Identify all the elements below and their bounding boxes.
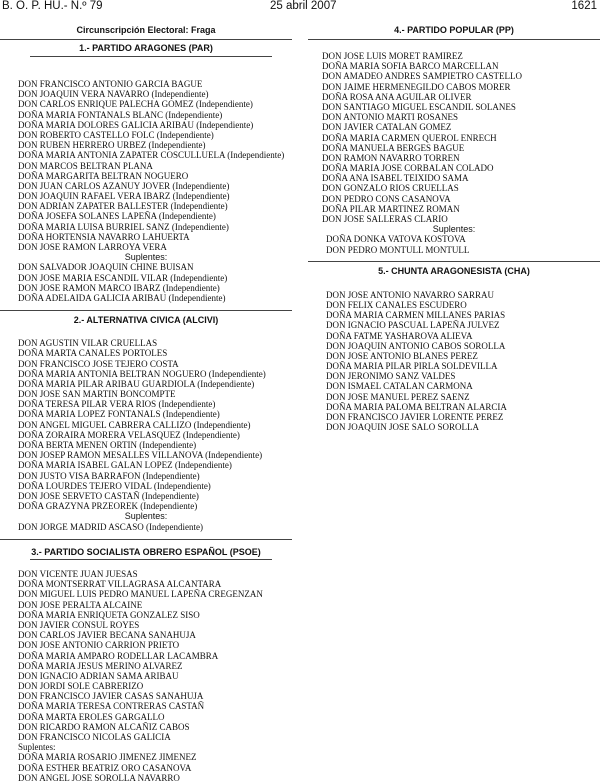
candidate-name: DOÑA GRAZYNA PRZEOREK (Independiente)	[18, 501, 198, 512]
candidate-name: DON JOSE MANUEL PEREZ SAENZ	[326, 391, 470, 402]
candidate-name: DON JOSE ANTONIO CARRION PRIETO	[18, 640, 180, 651]
candidate-name: DOÑA FATME YASHAROVA ALIEVA	[326, 330, 473, 341]
candidate-name: DOÑA BERTA MENEN ORTIN (Independiente)	[18, 440, 197, 450]
candidate-name: DOÑA ROSA ANA AGUILAR OLIVER	[322, 91, 472, 102]
candidate-name: DOÑA ADELAIDA GALICIA ARIBAU (Independiente)	[18, 292, 226, 303]
candidate-name: DON ADRIAN ZAPATER BALLESTER (Independiente)	[18, 201, 228, 212]
candidate-name: DOÑA LOURDES TEJERO VIDAL (Independiente)	[18, 480, 211, 491]
candidate-name: DON JUAN CARLOS AZANUY JOVER (Independiente)	[18, 180, 230, 191]
candidate-name: DON SALVADOR JOAQUIN CHINE BUISAN	[18, 262, 194, 273]
candidate-name: DON JAVIER CONSUL ROYES	[18, 619, 140, 630]
candidate-name: DOÑA MARIA ISABEL GALAN LOPEZ (Independiente)	[18, 460, 232, 471]
candidate-name: DOÑA MARIA TERESA CONTRERAS CASTAÑ	[18, 701, 205, 712]
candidate-name: DON JERONIMO SANZ VALDES	[326, 371, 456, 382]
suplentes-list-par	[0, 262, 292, 303]
divider	[0, 39, 292, 40]
candidate-name: DON JOAQUIN VERA NAVARRO (Independiente)	[18, 89, 209, 100]
candidate-list-alcivi	[0, 338, 292, 511]
candidate-name: DON FRANCISCO JOSE TEJERO COSTA	[18, 358, 179, 369]
candidate-name: DON AMADEO ANDRES SAMPIETRO CASTELLO	[322, 71, 523, 82]
candidate-name: DON CARLOS ENRIQUE PALECHA GOMEZ (Independiente)	[18, 99, 253, 110]
candidate-name: DON IGNACIO PASCUAL LAPEÑA JULVEZ	[326, 320, 500, 331]
candidate-name: DON FRANCISCO JAVIER CASAS SANAHUJA	[18, 691, 204, 702]
candidate-name: DON PEDRO MONTULL MONTULL	[326, 244, 470, 255]
header-date: 25 abril 2007	[270, 0, 337, 12]
candidate-name: DON MARCOS BELTRAN PLANA	[18, 160, 153, 171]
candidate-name: DON FELIX CANALES ESCUDERO	[326, 299, 467, 310]
suplentes-list-pp	[308, 234, 600, 254]
candidate-name: DON GONZALO RIOS CRUELLAS	[322, 183, 459, 194]
candidate-list-cha	[308, 290, 600, 433]
candidate-list-psoe	[0, 569, 292, 742]
section-title-pp: 4.- PARTIDO POPULAR (PP)	[394, 25, 514, 35]
candidate-name: DON JOSE ANTONIO NAVARRO SARRAU	[326, 289, 495, 300]
candidate-name: DOÑA MARIA DOLORES GALICIA ARIBAU (Independiente)	[18, 119, 254, 130]
candidate-name: DON JOSE ANTONIO BLANES PEREZ	[326, 350, 478, 361]
candidate-name: DON IGNACIO ADRIAN SAMA ARIBAU	[18, 670, 179, 681]
candidate-name: DON JOSE RAMON LARROYA VERA	[18, 242, 167, 252]
candidate-name: DON FRANCISCO ANTONIO GARCIA BAGUE	[18, 79, 203, 89]
candidate-name: DOÑA MARIA JESUS MERINO ALVAREZ	[18, 660, 183, 671]
candidate-name: DOÑA ANA ISABEL TEIXIDO SAMA	[322, 173, 469, 184]
candidate-name: DOÑA MARIA PALOMA BELTRAN ALARCIA	[326, 401, 507, 412]
candidate-name: DON JOAQUIN ANTONIO CABOS SOROLLA	[326, 340, 506, 351]
candidate-name: DON ROBERTO CASTELLO FOLC (Independiente)	[18, 129, 214, 140]
candidate-name: DON SANTIAGO MIGUEL ESCANDIL SOLANES	[322, 101, 516, 112]
candidate-name: DOÑA HORTENSIA NAVARRO LAHUERTA	[18, 231, 190, 242]
candidate-name: DON JOSE LUIS MORET RAMIREZ	[322, 51, 463, 61]
candidate-name: DON JAIME HERMENEGILDO CABOS MORER	[322, 81, 511, 92]
candidate-name: DON JOSE SERVETO CASTAÑ (Independiente)	[18, 490, 199, 501]
candidate-name: DON ANTONIO MARTI ROSANES	[322, 112, 459, 123]
candidate-name: DOÑA ESTHER BEATRIZ ORO CASANOVA	[18, 762, 192, 773]
candidate-name: DON VICENTE JUAN JUESAS	[18, 569, 138, 579]
candidate-name: DOÑA MARIA ANTONIA ZAPATER COSCULLUELA (Independiente)	[18, 150, 285, 161]
section-title-par: 1.- PARTIDO ARAGONES (PAR)	[79, 43, 213, 53]
candidate-name: DOÑA MARIA AMPARO RODELLAR LACAMBRA	[18, 650, 219, 661]
candidate-name: DOÑA MARIA LUISA BURRIEL SANZ (Independiente)	[18, 221, 229, 232]
divider	[30, 56, 272, 57]
candidate-name: DON JOSE RAMON MARCO IBARZ (Independiente)	[18, 282, 220, 293]
candidate-name: DOÑA MARIA ENRIQUETA GONZALEZ SISO	[18, 609, 200, 620]
circumscription-title: Circunscripción Electoral: Fraga	[76, 25, 216, 35]
candidate-name: DOÑA DONKA VATOVA KOSTOVA	[326, 234, 466, 245]
suplentes-list-psoe	[0, 752, 292, 783]
page-header	[0, 0, 600, 14]
candidate-name: DON JOSE SALLERAS CLARIO	[322, 214, 448, 224]
candidate-name: DOÑA MARIA PILAR ARIBAU GUARDIOLA (Independiente)	[18, 378, 255, 389]
candidate-name: DOÑA MARIA FONTANALS BLANC (Independiente)	[18, 109, 223, 120]
candidate-name: DON JAVIER CATALAN GOMEZ	[322, 122, 452, 133]
psoe-section	[0, 546, 292, 783]
candidate-name: DON JOSEP RAMON MESALLES VILLANOVA (Independiente)	[18, 450, 263, 461]
candidate-name: DOÑA MARIA ROSARIO JIMENEZ JIMENEZ	[18, 752, 197, 763]
suplentes-label: Suplentes:	[18, 742, 56, 753]
candidate-name: DOÑA MARGARITA BELTRAN NOGUERO	[18, 170, 189, 181]
candidate-name: DOÑA PILAR MARTINEZ ROMAN	[322, 203, 460, 214]
candidate-list-par	[0, 79, 292, 252]
candidate-name: DON ANGEL MIGUEL CABRERA CALLIZO (Independiente)	[18, 419, 251, 430]
candidate-name: DOÑA MARIA LOPEZ FONTANALS (Independiente)	[18, 409, 220, 420]
candidate-name: DON JOAQUIN JOSE SALO SOROLLA	[326, 422, 480, 433]
suplentes-list-alcivi	[0, 522, 292, 532]
candidate-name: DON FRANCISCO JAVIER LORENTE PEREZ	[326, 412, 504, 422]
candidate-name: DON JORGE MADRID ASCASO (Independiente)	[18, 521, 203, 532]
divider	[0, 539, 292, 540]
bulletin-ref: B. O. P. HU.- N.º 79	[2, 0, 103, 12]
candidate-name: DOÑA MARTA EROLES GARGALLO	[18, 711, 165, 722]
divider	[30, 559, 272, 560]
candidate-name: DOÑA MARIA SOFIA BARCO MARCELLAN	[322, 61, 499, 72]
candidate-name: DOÑA MANUELA BERGES BAGUE	[322, 142, 465, 153]
candidate-name: DON JOSE MARIA ESCANDIL VILAR (Independiente)	[18, 272, 228, 283]
candidate-name: DOÑA MARTA CANALES PORTOLES	[18, 348, 168, 359]
candidate-name: DON AGUSTIN VILAR CRUELLAS	[18, 338, 158, 349]
candidate-name: DON ISMAEL CATALAN CARMONA	[326, 381, 473, 392]
divider	[308, 261, 600, 262]
candidate-list-pp	[308, 51, 600, 224]
candidate-name: DON MIGUEL LUIS PEDRO MANUEL LAPEÑA CREGENZAN	[18, 589, 263, 600]
candidate-name: DOÑA MARIA JOSE CORBALAN COLADO	[322, 163, 494, 174]
suplentes-label: Suplentes:	[124, 252, 168, 263]
divider	[0, 310, 292, 311]
candidate-name: DOÑA TERESA PILAR VERA RIOS (Independiente)	[18, 399, 216, 410]
section-title-cha: 5.- CHUNTA ARAGONESISTA (CHA)	[378, 265, 530, 276]
candidate-name: DON JUSTO VISA BARRAFON (Independiente)	[18, 470, 200, 481]
candidate-name: DON RICARDO RAMON ALCAÑIZ CABOS	[18, 721, 190, 732]
candidate-name: DOÑA MARIA CARMEN QUEROL ENRECH	[322, 132, 497, 143]
suplentes-label: Suplentes:	[124, 511, 168, 522]
page-number: 1621	[571, 0, 597, 12]
candidate-name: DOÑA ZORAIRA MORERA VELASQUEZ (Independiente)	[18, 429, 240, 440]
candidate-name: DON JOSE SAN MARTIN BONCOMPTE	[18, 389, 176, 400]
section-title-alcivi: 2.- ALTERNATIVA CIVICA (ALCIVI)	[73, 315, 219, 326]
candidate-name: DON CARLOS JAVIER BECANA SANAHUJA	[18, 630, 196, 641]
candidate-name: DOÑA MARIA PILAR PIRLA SOLDEVILLA	[326, 361, 498, 372]
candidate-name: DON FRANCISCO NICOLAS GALICIA	[18, 732, 171, 742]
section-title-psoe: 3.- PARTIDO SOCIALISTA OBRERO ESPAÑOL (PSOE)	[31, 547, 261, 557]
candidate-name: DON JOSE PERALTA ALCAINE	[18, 599, 143, 610]
divider	[308, 39, 600, 40]
candidate-name: DOÑA MARIA CARMEN MILLANES PARIAS	[326, 310, 506, 321]
candidate-name: DON RUBEN HERRERO URBEZ (Independiente)	[18, 140, 206, 151]
candidate-name: DON RAMON NAVARRO TORREN	[322, 152, 460, 163]
candidate-name: DON JORDI SOLE CABRERIZO	[18, 681, 144, 692]
candidate-name: DON PEDRO CONS CASANOVA	[322, 193, 451, 204]
candidate-name: DON JOAQUIN RAFAEL VERA IBARZ (Independiente)	[18, 191, 230, 202]
candidate-name: DOÑA MARIA ANTONIA BELTRAN NOGUERO (Independiente)	[18, 368, 266, 379]
candidate-name: DOÑA MONTSERRAT VILLAGRASA ALCANTARA	[18, 579, 222, 590]
suplentes-label: Suplentes:	[432, 224, 476, 235]
right-column	[308, 24, 600, 432]
candidate-name: DOÑA JOSEFA SOLANES LAPEÑA (Independiente)	[18, 211, 216, 222]
left-column	[0, 24, 292, 540]
candidate-name: DON ANGEL JOSE SOROLLA NAVARRO	[18, 772, 180, 783]
